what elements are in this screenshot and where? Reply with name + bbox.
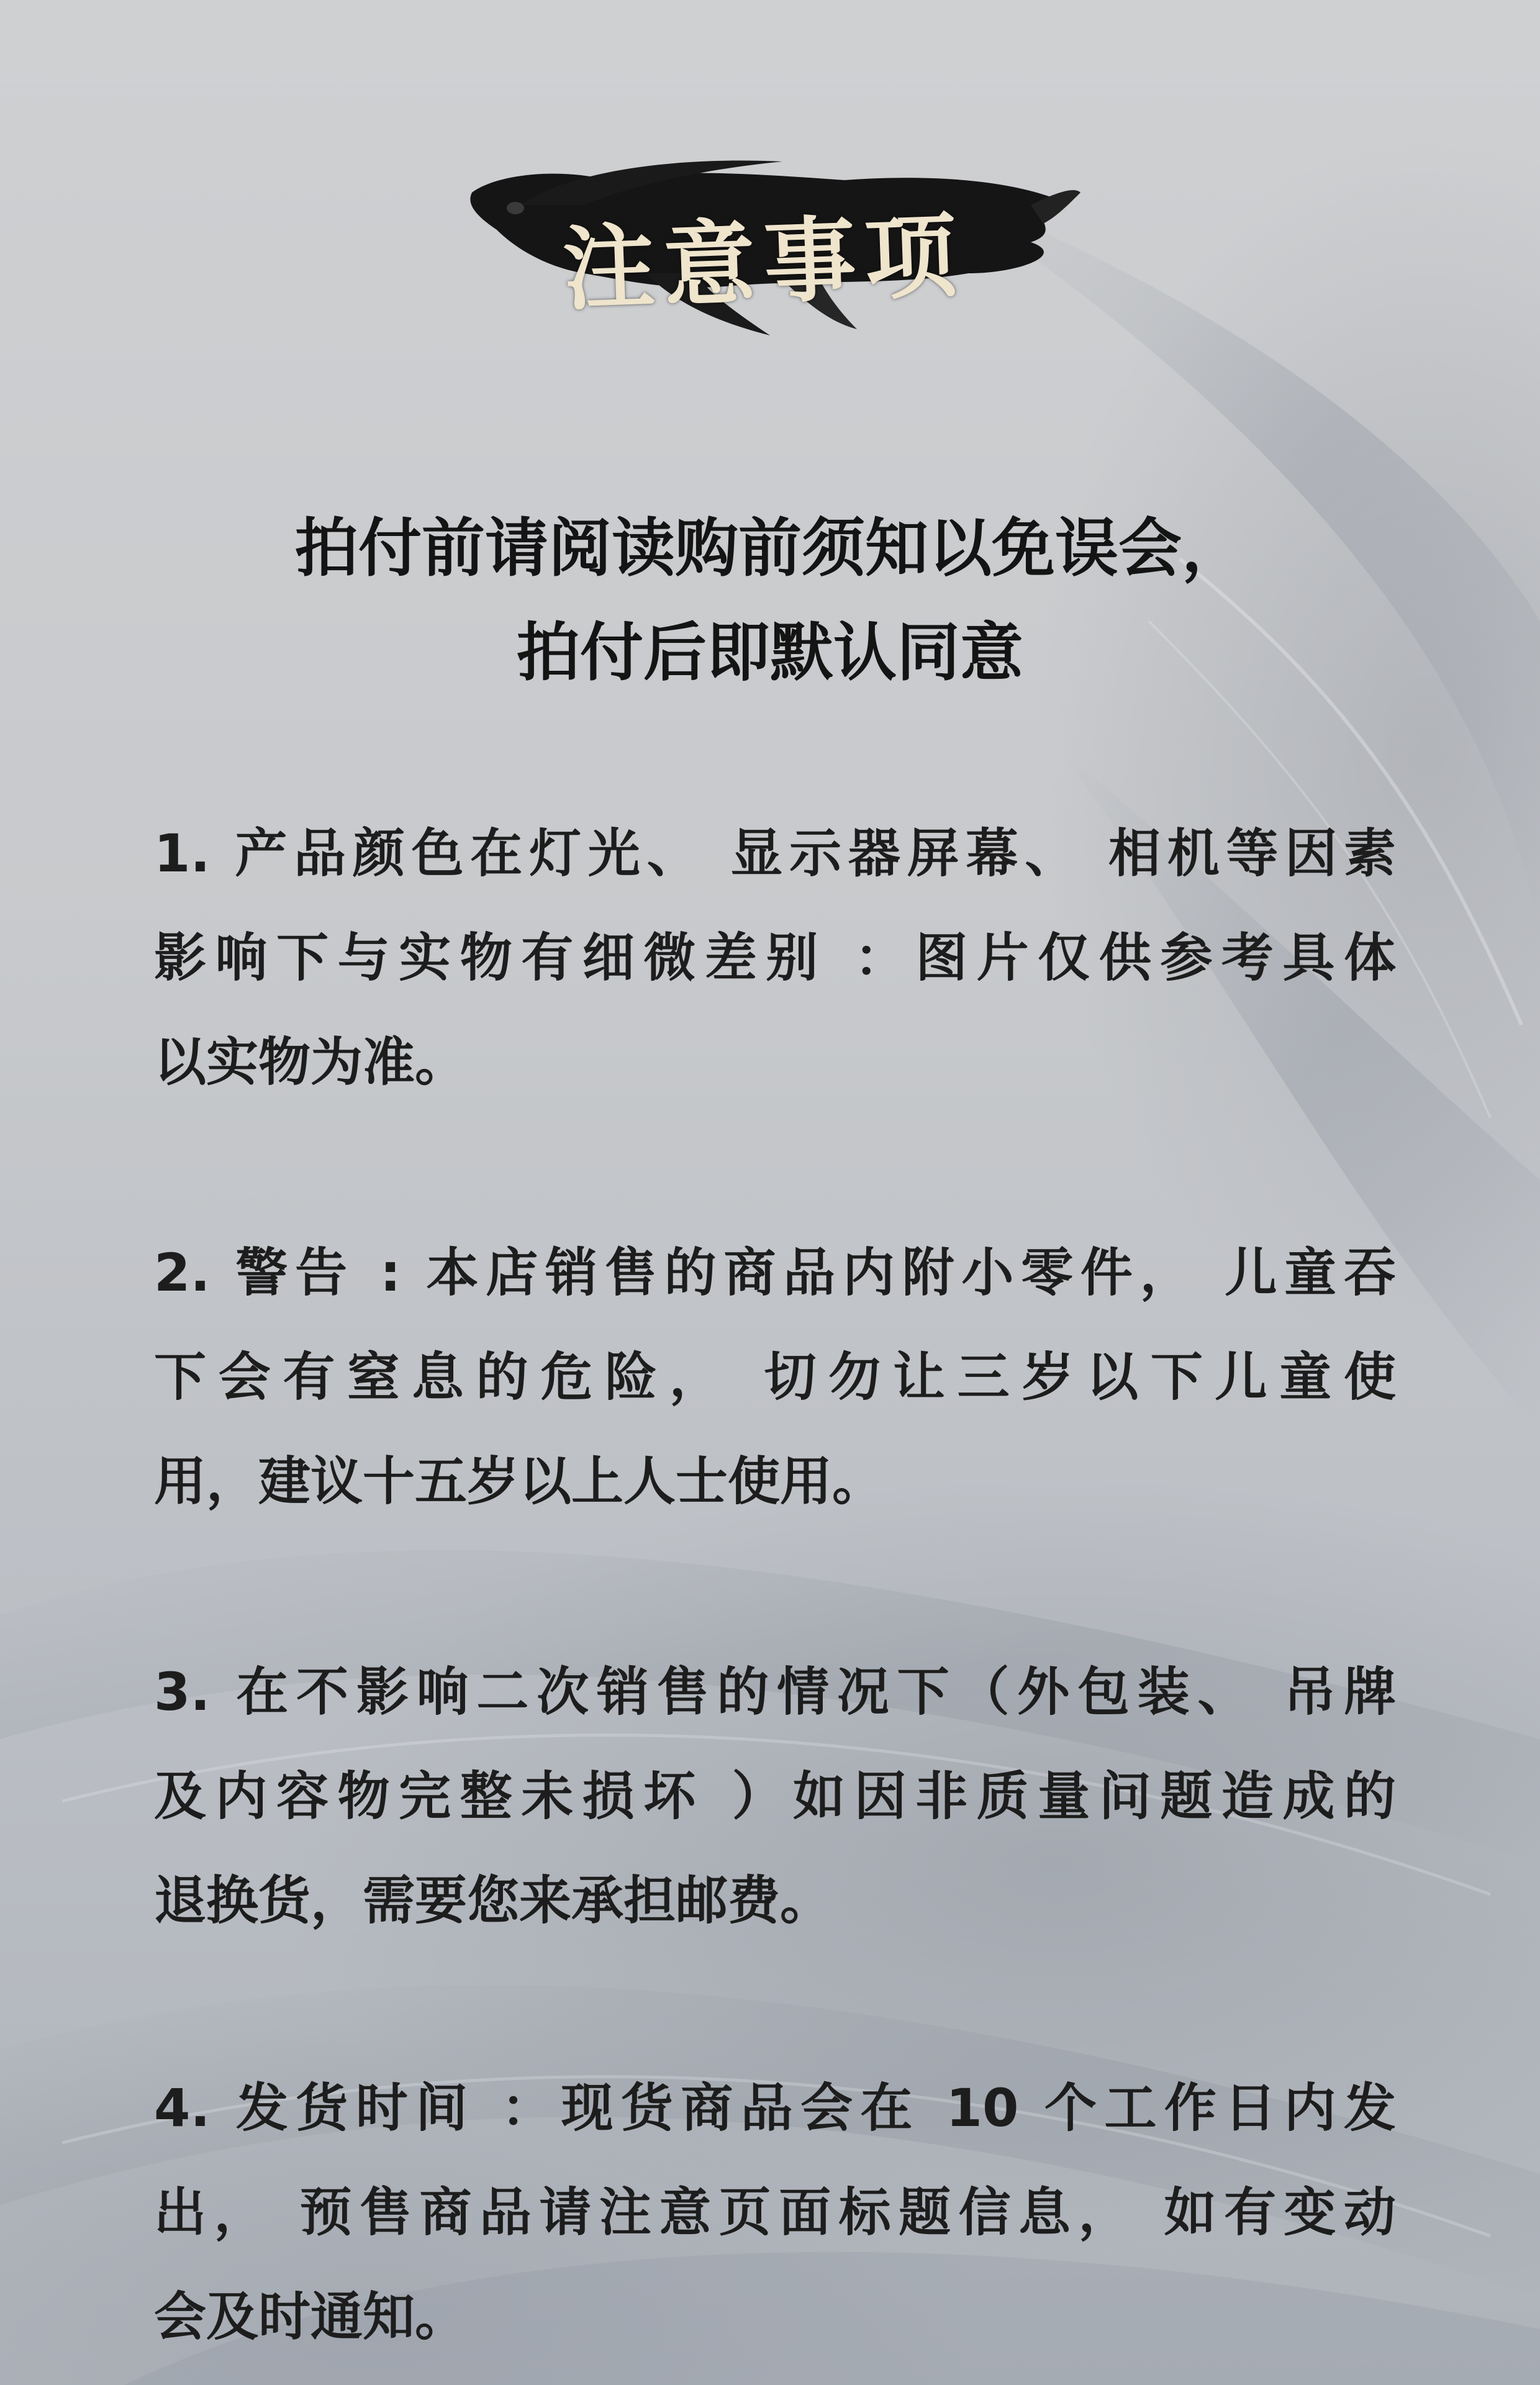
intro-statement bbox=[124, 497, 1416, 706]
notice-line: 1. 产品颜色在灯光、 显示器屏幕、 相机等因素 bbox=[154, 823, 1396, 884]
notice-line: 会及时通知。 bbox=[154, 2286, 468, 2347]
notice-line: 影响下与实物有细微差别 ：图片仅供参考具体 bbox=[154, 927, 1396, 988]
notice-line: 以实物为准。 bbox=[154, 1032, 468, 1093]
notice-item-4 bbox=[154, 2056, 1396, 2369]
notice-line: 2. 警告 : 本店销售的商品内附小零件， 儿童吞 bbox=[154, 1242, 1396, 1303]
intro-line: 拍付后即默认同意 bbox=[517, 616, 1023, 690]
notice-item-2 bbox=[154, 1220, 1396, 1533]
notice-line: 及内容物完整未损坏 ）如因非质量问题造成的 bbox=[154, 1766, 1396, 1827]
notice-item-1 bbox=[154, 801, 1396, 1114]
page-title: 注意事项 bbox=[561, 201, 967, 324]
notice-line: 用，建议十五岁以上人士使用。 bbox=[154, 1451, 885, 1512]
notice-line: 4. 发货时间 ：现货商品会在 10 个工作日内发 bbox=[154, 2078, 1396, 2138]
intro-line: 拍付前请阅读购前须知以免误会， bbox=[295, 512, 1245, 586]
notice-item-3 bbox=[154, 1640, 1396, 1953]
title-banner bbox=[460, 155, 1080, 342]
notice-line: 出， 预售商品请注意页面标题信息， 如有变动 bbox=[154, 2182, 1396, 2243]
notice-line: 退换货，需要您来承担邮费。 bbox=[154, 1870, 833, 1931]
notice-line: 下会有窒息的危险， 切勿让三岁以下儿童使 bbox=[154, 1347, 1396, 1407]
notice-line: 3. 在不影响二次销售的情况下（外包装、 吊牌 bbox=[154, 1661, 1396, 1722]
